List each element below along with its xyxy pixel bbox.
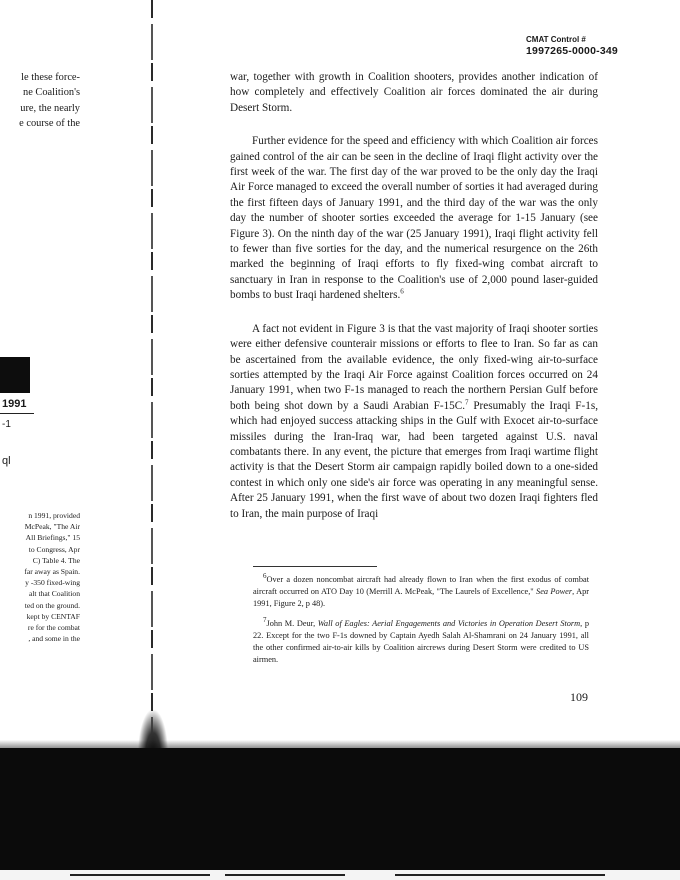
footnote-7-title: Wall of Eagles: Aerial Engagements and Victories in Operation Desert Storm <box>317 619 581 628</box>
control-number: 1997265-0000-349 <box>526 45 618 57</box>
left-text-line: ure, the nearly <box>20 102 80 114</box>
left-footnote-line: n 1991, provided <box>28 511 80 520</box>
footnote-ref-7: 7 <box>465 397 469 406</box>
paragraph-1: war, together with growth in Coalition shooters, provides another indication of how completely and effectively Coalition air forces dominated the air during Desert Storm. <box>230 71 598 114</box>
left-text-line: ne Coalition's <box>23 87 80 99</box>
control-label: CMAT Control # <box>526 35 586 44</box>
left-tab-label: ql <box>2 455 11 467</box>
footnote-6-title: Sea Power <box>536 587 573 596</box>
footnote-6 <box>253 574 589 610</box>
scan-bottom-edge <box>0 870 680 880</box>
footnote-6-number: 6 <box>263 572 267 581</box>
left-tab-year: 1991 <box>2 398 27 410</box>
paragraph-3 <box>230 322 598 522</box>
paragraph-2 <box>230 134 598 303</box>
black-thumb-tab <box>0 357 30 393</box>
left-footnote-line: C) Table 4. The <box>32 555 80 565</box>
left-footnote-line: to Congress, Apr <box>28 544 80 554</box>
footnote-6-text: Over a dozen noncombat aircraft had already flown to Iran when the first exodus of combat aircraft occurred on ATO Day 10 (Merrill A. McPeak, "The Laurels of Excellence," <box>253 575 589 596</box>
left-footnote-line: far away as Spain. <box>24 567 80 577</box>
left-text-line: e course of the <box>19 118 80 130</box>
left-footnote-line: alt that Coalition <box>28 589 80 599</box>
body-text-column <box>230 70 598 540</box>
left-text-line: le these force- <box>21 72 80 83</box>
footnote-separator <box>253 566 377 567</box>
left-footnote-line: kept by CENTAF <box>26 611 80 621</box>
left-footnote-line: , and some in the <box>28 634 80 644</box>
footnote-7 <box>253 618 589 666</box>
left-page-footnote-fragment <box>0 510 80 644</box>
paragraph-3-text-b: Presumably the Iraqi F-1s, which had enjoyed success attacking ships in the Gulf with Exocet air-to-surface missiles during the Iran-Iraq war, had been targeted against U.S. naval combatants there. In any event, the picture that emerges from Iraqi wartime flight activity is that the Desert Storm air campaign rapidly boiled down to a one-sided contest in which only one side's air force was operating in any meaningful sense. After 25 January 1991, when the first wave of about two dozen Iraqi fighters fled to Iran, the main purpose of Iraqi <box>230 399 598 520</box>
left-tab-rule <box>0 413 34 414</box>
footnote-ref-6: 6 <box>400 287 404 296</box>
scan-edge-mark <box>70 874 210 876</box>
scan-edge-mark <box>395 874 605 876</box>
paragraph-3-text-a: A fact not evident in Figure 3 is that the vast majority of Iraqi shooter sorties were either defensive counterair missions or efforts to flee to Iran. So far as can be ascertained from the available evidence, the only fixed-wing air-to-surface sorties attempted by the Iraqi Air Force against Coalition forces occurred on 24 January 1991, when two F-1s managed to reach the northern Persian Gulf before both being shot down by a Saudi Arabian F-15C. <box>230 322 598 412</box>
paragraph-2-text: Further evidence for the speed and efficiency with which Coalition air forces gained control of the air can be seen in the decline of Iraqi flight activity over the first week of the war. The first day of the war proved to be the only day the Iraqi Air Force managed to exceed the overall number of sorties it had averaged during the first fifteen days of January 1991, and the third day of the war was the only day the number of shooter sorties exceeded the average for 1-15 January (see Figure 3). On the ninth day of the war (25 January 1991), Iraqi flight activity fell to fewer than five sorties for the day, and the numerical resurgence on the 26th marked the beginning of Iraqi efforts to fly fixed-wing combat aircraft to sanctuary in Iran in response to the Coalition's use of 2,000 pound laser-guided bombs to bust Iraqi hardened shelters. <box>230 135 598 302</box>
page-number: 109 <box>570 690 588 704</box>
footnote-7-text-end: , p 22. Except for the two F-1s downed by Captain Ayedh Salah Al-Shamrani on 24 January 1991, all the other confirmed air-to-air kills by Coalition aircrews during Desert Storm were credited to US airmen. <box>253 619 589 664</box>
scan-dark-band <box>0 748 680 880</box>
scan-edge-mark <box>225 874 345 876</box>
left-footnote-line: y -350 fixed-wing <box>25 578 80 588</box>
left-footnote-line: ted on the ground. <box>24 600 80 610</box>
footnote-6-text-end: , Apr 1991, Figure 2, p 48). <box>253 587 590 608</box>
footnote-7-text: John M. Deur, <box>266 619 318 628</box>
left-tab-sub: -1 <box>2 419 11 430</box>
left-footnote-line: re for the combat <box>27 623 80 633</box>
left-page-text-fragment <box>0 70 80 132</box>
footnotes <box>253 574 589 674</box>
left-footnote-line: All Briefings," 15 <box>25 533 80 543</box>
left-footnote-line: McPeak, "The Air <box>24 522 80 532</box>
footnote-7-number: 7 <box>263 616 267 625</box>
book-binding-gutter <box>151 0 153 745</box>
